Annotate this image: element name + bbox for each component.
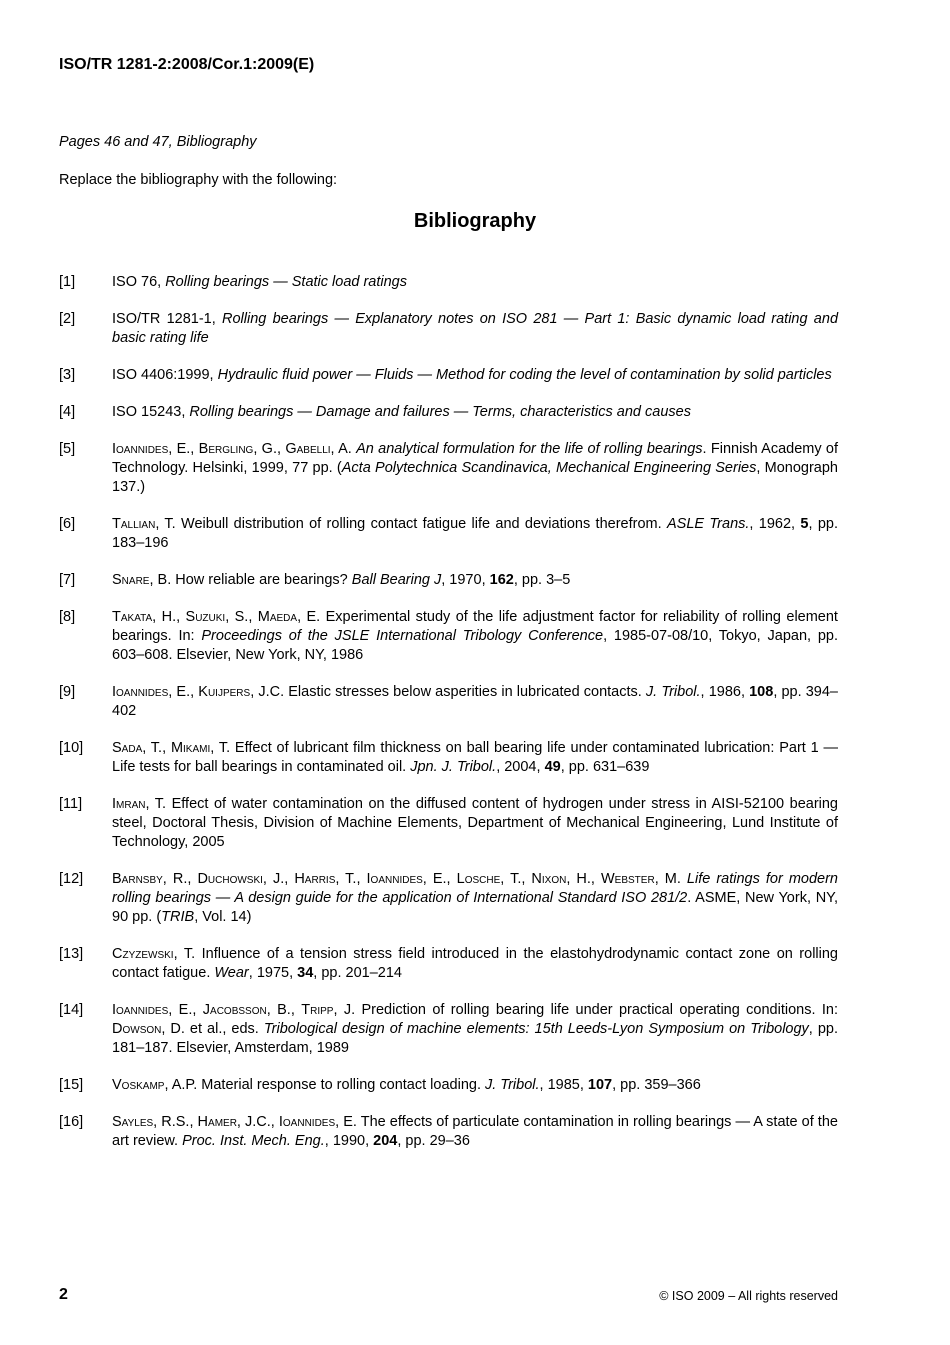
reference-text-segment: , pp. 201–214 <box>313 965 402 981</box>
reference-number: [8] <box>59 609 76 625</box>
reference-text-segment: Bergling <box>198 441 254 457</box>
reference-text-segment: , H., <box>152 609 186 625</box>
reference-text-segment: Gabelli <box>285 441 331 457</box>
reference-text-segment: Ball Bearing J <box>351 572 442 588</box>
reference-entry <box>59 403 838 422</box>
reference-text-segment: Czyzewski <box>112 946 174 962</box>
reference-text <box>112 273 838 292</box>
reference-text-segment: Ioannides <box>366 871 423 887</box>
reference-entry <box>59 739 838 777</box>
reference-text-segment: ISO 4406:1999, <box>112 367 218 383</box>
reference-text-segment: , 1970, <box>441 572 490 588</box>
reference-number: [9] <box>59 684 76 700</box>
reference-entry <box>59 273 838 292</box>
reference-text-segment: , T. Effect of lubricant film thickness on ball bearing life under contaminated lubrication: Part 1 — Life tests for ball bearings in contaminated oil. <box>112 740 838 775</box>
reference-entry <box>59 683 838 721</box>
reference-text-segment: Ioannides <box>278 1114 336 1130</box>
reference-text-segment: Voskamp <box>112 1077 165 1093</box>
reference-text-segment: , T. Effect of water contamination on the diffused content of hydrogen under stress in AISI-52100 bearing steel, Doctoral Thesis, Division of Machine Elements, Department of Mechanical Engineering, Lund Institute of Technology, 2005 <box>112 796 838 850</box>
reference-text <box>112 571 838 590</box>
reference-number: [4] <box>59 404 76 420</box>
reference-number: [5] <box>59 441 76 457</box>
reference-entry <box>59 310 838 348</box>
reference-text-segment: Proc. Inst. Mech. Eng. <box>182 1133 325 1149</box>
reference-text-segment: , 1962, <box>749 516 801 532</box>
reference-entry <box>59 1113 838 1151</box>
reference-text-segment: Kuijpers <box>198 684 251 700</box>
reference-text-segment: , pp. 359–366 <box>612 1077 701 1093</box>
reference-text-segment: , J., <box>262 871 295 887</box>
reference-number: [1] <box>59 274 76 290</box>
reference-entry <box>59 1001 838 1058</box>
reference-number: [6] <box>59 516 76 532</box>
reference-text <box>112 310 838 348</box>
reference-text-segment: , E., <box>168 441 199 457</box>
reference-text-segment: 5 <box>800 516 809 532</box>
reference-text-segment: Proceedings of the JSLE International Tribology Conference <box>201 628 604 644</box>
reference-text-segment: Life ratings for modern rolling bearings — A design guide for the application of International Standard ISO 281/2 <box>112 871 838 906</box>
reference-entry <box>59 366 838 385</box>
reference-text-segment: ISO 76, <box>112 274 166 290</box>
reference-text-segment: Wear <box>214 965 249 981</box>
reference-text-segment: , H., <box>566 871 601 887</box>
reference-text <box>112 403 838 422</box>
reference-text <box>112 1076 838 1095</box>
reference-entry <box>59 440 838 497</box>
reference-text-segment: , A. <box>330 441 357 457</box>
reference-list <box>59 273 838 1169</box>
reference-text <box>112 739 838 777</box>
reference-text-segment: Jpn. J. Tribol. <box>410 759 497 775</box>
reference-text-segment: , 2004, <box>496 759 545 775</box>
reference-text-segment: Ioannides <box>112 1002 169 1018</box>
reference-number: [10] <box>59 740 84 756</box>
reference-text-segment: 204 <box>373 1133 398 1149</box>
reference-number: [12] <box>59 871 84 887</box>
reference-text-segment: Losche <box>456 871 501 887</box>
reference-text-segment: Ioannides <box>112 441 169 457</box>
reference-text-segment: , 1985, <box>539 1077 588 1093</box>
reference-text-segment: TRIB <box>161 909 195 925</box>
reference-text-segment: Ioannides <box>112 684 169 700</box>
reference-text-segment: Sada <box>112 740 143 756</box>
reference-text-segment: Mikami <box>170 740 211 756</box>
reference-text-segment: Rolling bearings — Damage and failures — Terms, characteristics and causes <box>189 404 691 420</box>
page-number: 2 <box>59 1286 68 1303</box>
reference-text-segment: Webster <box>600 871 655 887</box>
reference-text-segment: , T. Influence of a tension stress field introduced in the elastohydrodynamic contact zone on rolling contact fatigue. <box>112 946 838 981</box>
reference-text-segment: Suzuki <box>185 609 226 625</box>
reference-text-segment: Tribological design of machine elements: 15th Leeds-Lyon Symposium on Tribology <box>263 1021 809 1037</box>
reference-text-segment: . Finnish Academy of Technology. Helsinki, 1999, 77 pp. ( <box>112 441 838 476</box>
pages-note: Pages 46 and 47, Bibliography <box>59 134 257 150</box>
reference-entry <box>59 571 838 590</box>
reference-text-segment: Rolling bearings — Explanatory notes on ISO 281 — Part 1: Basic dynamic load rating and basic rating life <box>112 311 839 346</box>
reference-text-segment: 49 <box>544 759 561 775</box>
reference-text-segment: , J.C. Elastic stresses below asperities in lubricated contacts. <box>250 684 646 700</box>
reference-text-segment: , T., <box>500 871 532 887</box>
reference-number: [7] <box>59 572 76 588</box>
reference-text-segment: Snare <box>112 572 150 588</box>
reference-entry <box>59 795 838 852</box>
reference-text-segment: , S., <box>225 609 258 625</box>
reference-text <box>112 795 838 852</box>
reference-text-segment: , pp. 631–639 <box>560 759 650 775</box>
reference-number: [11] <box>59 796 83 812</box>
reference-text-segment: , E. The effects of particulate contamination in rolling bearings — A state of the art review. <box>112 1114 838 1149</box>
reference-text-segment: J. Tribol. <box>485 1077 540 1093</box>
reference-text-segment: , E., <box>168 684 199 700</box>
reference-text-segment: ISO 15243, <box>112 404 190 420</box>
reference-text-segment: Sayles <box>112 1114 154 1130</box>
reference-text-segment: 108 <box>749 684 774 700</box>
reference-number: [13] <box>59 946 84 962</box>
reference-text <box>112 683 838 721</box>
reference-number: [16] <box>59 1114 84 1130</box>
reference-entry <box>59 870 838 927</box>
reference-text-segment: , 1990, <box>324 1133 374 1149</box>
reference-text-segment: , E., <box>168 1002 203 1018</box>
copyright-notice: © ISO 2009 – All rights reserved <box>659 1289 838 1303</box>
reference-text-segment: , R., <box>162 871 198 887</box>
reference-text-segment: , J. Prediction of rolling bearing life under practical operating conditions. In: <box>333 1002 838 1018</box>
reference-text-segment: Rolling bearings — Static load ratings <box>165 274 407 290</box>
reference-text-segment: , 1986, <box>700 684 750 700</box>
reference-text-segment: , E. Experimental study of the life adjustment factor for reliability of rolling element bearings. In: <box>112 609 838 644</box>
reference-text-segment: 162 <box>489 572 514 588</box>
document-identifier: ISO/TR 1281-2:2008/Cor.1:2009(E) <box>59 56 315 73</box>
reference-text-segment: Acta Polytechnica Scandinavica, Mechanical Engineering Series <box>341 460 757 476</box>
reference-text-segment: , T., <box>335 871 367 887</box>
reference-text-segment: , B. How reliable are bearings? <box>149 572 352 588</box>
reference-text-segment: , M. <box>654 871 687 887</box>
reference-text-segment: ISO/TR 1281-1, <box>112 311 223 327</box>
reference-text-segment: , Vol. 14) <box>194 909 252 925</box>
replace-instruction: Replace the bibliography with the following: <box>59 172 338 188</box>
reference-text-segment: Harris <box>294 871 336 887</box>
reference-text-segment: Imran <box>112 796 146 812</box>
reference-text-segment: , pp. 394–402 <box>112 684 838 719</box>
reference-text-segment: , B., <box>266 1002 302 1018</box>
reference-text-segment: , pp. 3–5 <box>513 572 571 588</box>
reference-text-segment: , E., <box>422 871 457 887</box>
reference-entry <box>59 945 838 983</box>
reference-text <box>112 608 838 665</box>
reference-text-segment: , pp. 183–196 <box>112 516 839 551</box>
reference-text-segment: Hamer <box>197 1114 237 1130</box>
reference-number: [3] <box>59 367 76 383</box>
reference-text-segment: , J.C., <box>236 1114 279 1130</box>
reference-text-segment: ASLE Trans. <box>666 516 750 532</box>
reference-text-segment: , pp. 181–187. Elsevier, Amsterdam, 1989 <box>112 1021 839 1056</box>
reference-text-segment: , Monograph 137.) <box>112 460 838 495</box>
reference-text <box>112 1001 838 1058</box>
reference-text-segment: Tallian <box>112 516 156 532</box>
reference-text-segment: Jacobsson <box>202 1002 267 1018</box>
reference-text <box>112 1113 838 1151</box>
reference-text-segment: Dowson <box>112 1021 162 1037</box>
reference-text <box>112 515 838 553</box>
bibliography-title: Bibliography <box>413 210 537 232</box>
reference-text-segment: An analytical formulation for the life of rolling bearings <box>356 441 703 457</box>
reference-text-segment: Barnsby <box>112 871 163 887</box>
reference-text-segment: , G., <box>253 441 286 457</box>
reference-text-segment: Maeda <box>257 609 298 625</box>
reference-text-segment: , 1975, <box>248 965 298 981</box>
reference-text-segment: Duchowski <box>197 871 263 887</box>
reference-text-segment: , pp. 29–36 <box>397 1133 470 1149</box>
reference-entry <box>59 515 838 553</box>
reference-text-segment: Hydraulic fluid power — Fluids — Method for coding the level of contamination by solid particles <box>217 367 832 383</box>
reference-number: [2] <box>59 311 76 327</box>
reference-text-segment: Nixon <box>531 871 567 887</box>
reference-text-segment: , 1985-07-08/10, Tokyo, Japan, pp. 603–608. Elsevier, New York, NY, 1986 <box>112 628 839 663</box>
reference-entry <box>59 1076 838 1095</box>
reference-text <box>112 870 838 927</box>
reference-text-segment: . ASME, New York, NY, 90 pp. ( <box>112 890 838 925</box>
reference-number: [14] <box>59 1002 84 1018</box>
reference-text <box>112 440 838 497</box>
reference-text <box>112 945 838 983</box>
reference-text <box>112 366 838 385</box>
reference-text-segment: 107 <box>587 1077 613 1093</box>
reference-text-segment: Tripp <box>301 1002 334 1018</box>
reference-text-segment: , D. et al., eds. <box>161 1021 264 1037</box>
reference-text-segment: J. Tribol. <box>645 684 701 700</box>
reference-text-segment: , A.P. Material response to rolling contact loading. <box>164 1077 485 1093</box>
reference-text-segment: 34 <box>297 965 314 981</box>
reference-entry <box>59 608 838 665</box>
reference-text-segment: , R.S., <box>153 1114 198 1130</box>
reference-text-segment: Takata <box>112 609 153 625</box>
reference-text-segment: , T., <box>142 740 171 756</box>
reference-text-segment: , T. Weibull distribution of rolling contact fatigue life and deviations therefrom. <box>155 516 667 532</box>
reference-number: [15] <box>59 1077 84 1093</box>
